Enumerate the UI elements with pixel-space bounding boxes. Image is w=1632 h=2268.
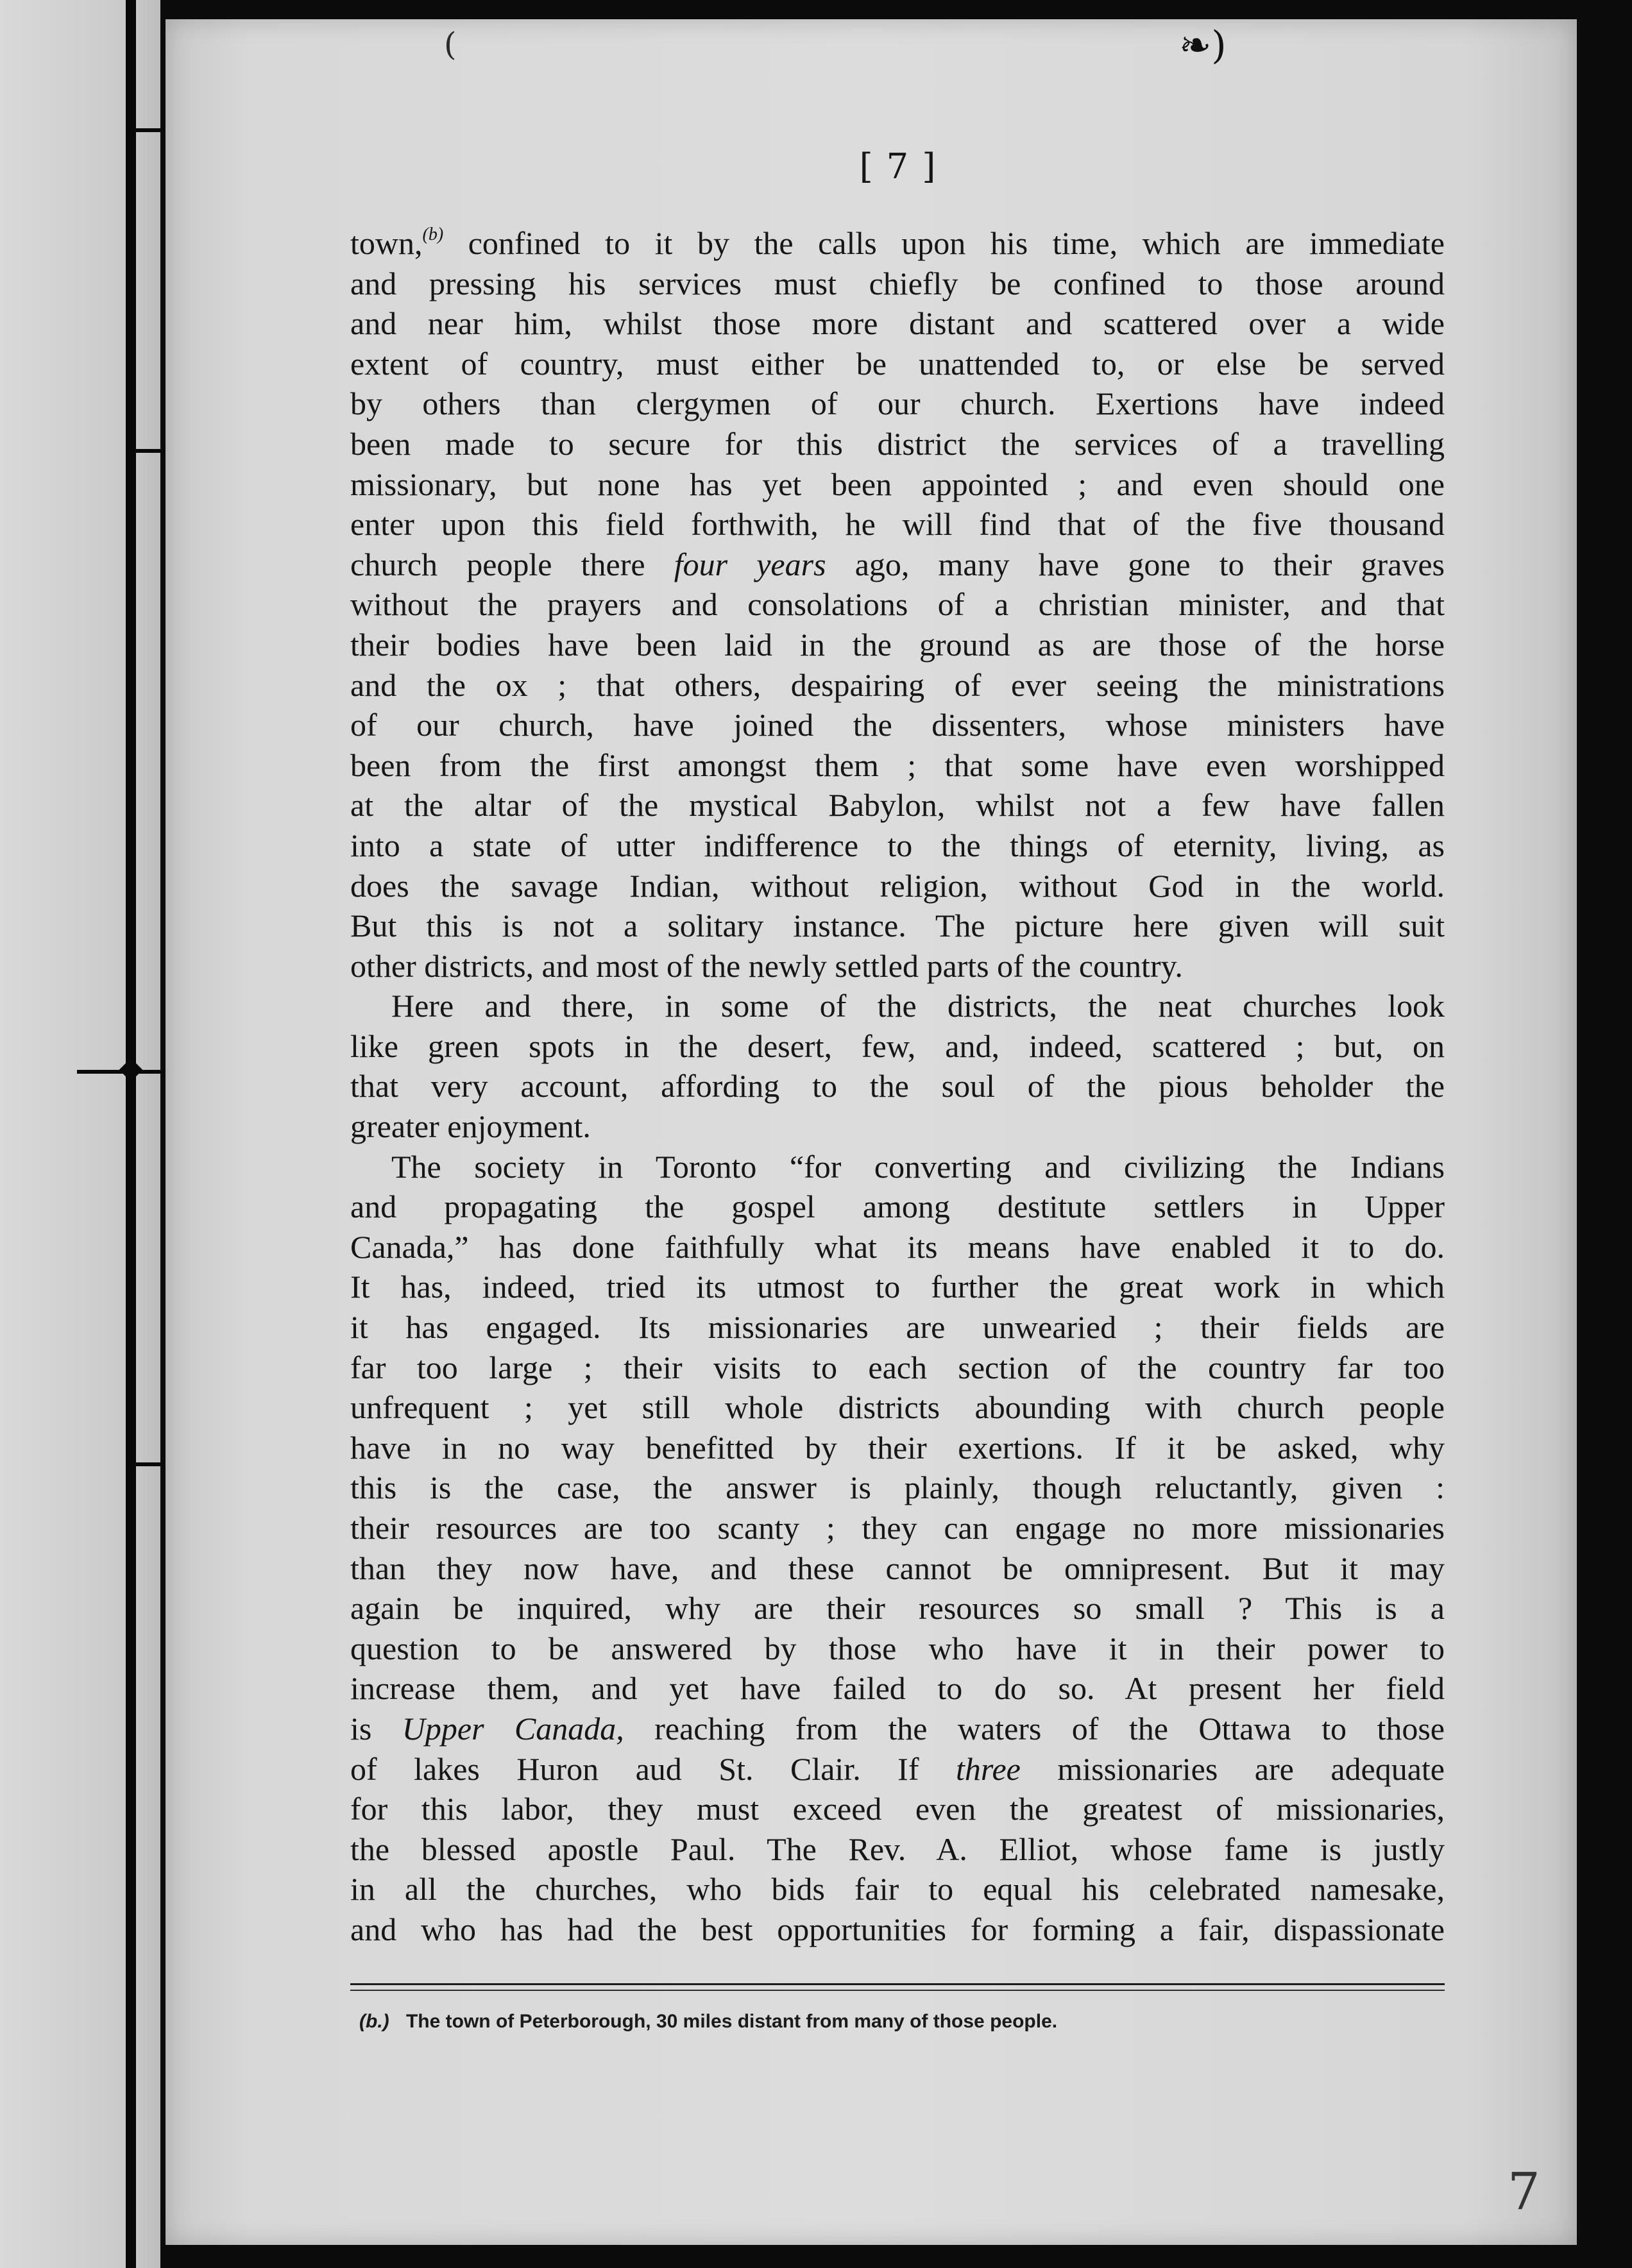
text-line (350, 303, 1445, 344)
text-run: But this is not a solitary instance. The picture here given will suit (350, 908, 1445, 944)
text-line (350, 1026, 1445, 1067)
text-run: their bodies have been laid in the ground as are those of the horse (350, 626, 1445, 663)
text-run: of our church, have joined the dissenters, whose ministers have (350, 707, 1445, 743)
text-run: this is the case, the answer is plainly, though reluctantly, given : (350, 1469, 1445, 1506)
italic-text: Upper Canada, (402, 1710, 624, 1747)
text-line (350, 1548, 1445, 1589)
footnote-reference: (b) (422, 224, 444, 244)
text-line (350, 825, 1445, 866)
text-run: town, (350, 225, 423, 261)
text-run: question to be answered by those who have it in their power to (350, 1630, 1445, 1666)
text-run: confined to it by the calls upon his time, which are immediate (443, 225, 1445, 261)
text-run: than they now have, and these cannot be omnipresent. But it may (350, 1550, 1445, 1586)
text-line (350, 1668, 1445, 1709)
text-line (350, 584, 1445, 625)
text-line (350, 545, 1445, 585)
text-run: into a state of utter indifference to the things of eternity, living, as (350, 827, 1445, 863)
text-line (350, 1869, 1445, 1909)
text-line (350, 1147, 1445, 1187)
text-run: and near him, whilst those more distant and scattered over a wide (350, 305, 1445, 342)
text-run: ago, many have gone to their graves (826, 546, 1445, 582)
footnote-text: The town of Peterborough, 30 miles distant from many of those people. (405, 2011, 1058, 2032)
text-run: It has, indeed, tried its utmost to further the great work in which (350, 1269, 1445, 1305)
text-run: without the prayers and consolations of a christian minister, and that (350, 586, 1445, 623)
text-line (350, 906, 1445, 946)
text-run: again be inquired, why are their resources so small ? This is a (350, 1590, 1445, 1627)
text-line (350, 384, 1445, 424)
text-run: Here and there, in some of the districts, the neat churches look (391, 988, 1445, 1024)
italic-text: four years (674, 546, 826, 582)
text-run: been from the first amongst them ; that some have even worshipped (350, 747, 1445, 783)
corner-mark: 7 (1508, 2162, 1540, 2221)
text-run: by others than clergymen of our church. Exertions have indeed (350, 385, 1445, 422)
text-run: is (350, 1710, 402, 1747)
footnote (359, 2011, 1437, 2033)
text-line (350, 344, 1445, 384)
text-line (350, 1588, 1445, 1629)
body-text (350, 223, 1445, 1950)
text-run: increase them, and yet have failed to do so. At present her field (350, 1670, 1445, 1707)
text-line (350, 464, 1445, 505)
text-run: been made to secure for this district the services of a travelling (350, 425, 1445, 462)
text-line (350, 223, 1445, 264)
text-line (350, 1267, 1445, 1307)
text-run: Canada,” has done faithfully what its means have enabled it to do. (350, 1228, 1445, 1265)
text-run: reaching from the waters of the Ottawa to those (624, 1710, 1445, 1747)
text-line (350, 1307, 1445, 1348)
text-run: it has engaged. Its missionaries are unwearied ; their fields are (350, 1309, 1445, 1346)
top-margin-mark: ( (444, 26, 457, 63)
text-run: missionary, but none has yet been appointed ; and even should one (350, 466, 1445, 502)
text-line (350, 1348, 1445, 1388)
text-line (350, 264, 1445, 304)
text-run: like green spots in the desert, few, and, indeed, scattered ; but, on (350, 1028, 1445, 1064)
binding-tick (132, 449, 171, 453)
italic-text: three (955, 1750, 1021, 1787)
text-run: that very account, affording to the soul of the pious beholder the (350, 1068, 1445, 1104)
binding-tick (132, 1462, 171, 1466)
text-line (350, 504, 1445, 545)
text-line (350, 1508, 1445, 1548)
text-line (350, 424, 1445, 464)
text-line (350, 1709, 1445, 1749)
text-run: and propagating the gospel among destitute settlers in Upper (350, 1189, 1445, 1225)
text-run: at the altar of the mystical Babylon, whilst not a few have fallen (350, 787, 1445, 824)
text-line (350, 1629, 1445, 1669)
text-line (350, 946, 1445, 986)
footnote-mark: (b.) (359, 2011, 389, 2032)
text-line (350, 1428, 1445, 1468)
text-line (350, 665, 1445, 706)
text-run: enter upon this field forthwith, he will find that of the five thousand (350, 506, 1445, 543)
text-run: The society in Toronto “for converting and civilizing the Indians (391, 1148, 1445, 1185)
text-run: far too large ; their visits to each section of the country far too (350, 1349, 1445, 1385)
text-line (350, 1387, 1445, 1428)
text-line (350, 1187, 1445, 1227)
text-line (350, 625, 1445, 665)
text-line (350, 986, 1445, 1026)
text-run: unfrequent ; yet still whole districts abounding with church people (350, 1389, 1445, 1426)
text-run: and the ox ; that others, despairing of ever seeing the ministrations (350, 666, 1445, 703)
previous-page-edge (0, 0, 160, 2268)
text-run: have in no way benefitted by their exertions. If it be asked, why (350, 1429, 1445, 1466)
binding-gutter (126, 0, 136, 2268)
text-run: does the savage Indian, without religion, without God in the world. (350, 867, 1445, 904)
text-line (350, 866, 1445, 906)
text-run: church people there (350, 546, 674, 582)
text-run: and pressing his services must chiefly be confined to those around (350, 265, 1445, 301)
text-line (350, 1909, 1445, 1950)
text-line (350, 785, 1445, 825)
text-line (350, 1789, 1445, 1829)
text-line (350, 1227, 1445, 1267)
text-line (350, 705, 1445, 745)
text-run: in all the churches, who bids fair to equal his celebrated namesake, (350, 1871, 1445, 1908)
text-line (350, 1066, 1445, 1106)
right-scan-border (1577, 0, 1632, 2268)
text-run: and who has had the best opportunities for forming a fair, dispassionate (350, 1911, 1445, 1947)
text-run: missionaries are adequate (1020, 1750, 1445, 1787)
page-number: [ 7 ] (859, 146, 937, 187)
text-line (350, 1829, 1445, 1870)
text-run: of lakes Huron aud St. Clair. If (350, 1750, 956, 1787)
text-line (350, 1749, 1445, 1790)
text-run: greater enjoyment. (350, 1108, 591, 1145)
text-line (350, 1468, 1445, 1508)
text-run: for this labor, they must exceed even the greatest of missionaries, (350, 1791, 1445, 1827)
footnote-rule (350, 1990, 1445, 1991)
text-run: other districts, and most of the newly settled parts of the country. (350, 947, 1183, 984)
text-run: their resources are too scanty ; they can engage no more missionaries (350, 1510, 1445, 1546)
text-run: the blessed apostle Paul. The Rev. A. Elliot, whose fame is justly (350, 1831, 1445, 1867)
text-line (350, 1106, 1445, 1147)
text-run: extent of country, must either be unattended to, or else be served (350, 345, 1445, 382)
footnote-rule (350, 1983, 1445, 1985)
top-margin-mark: ❧) (1179, 23, 1227, 68)
text-line (350, 745, 1445, 786)
